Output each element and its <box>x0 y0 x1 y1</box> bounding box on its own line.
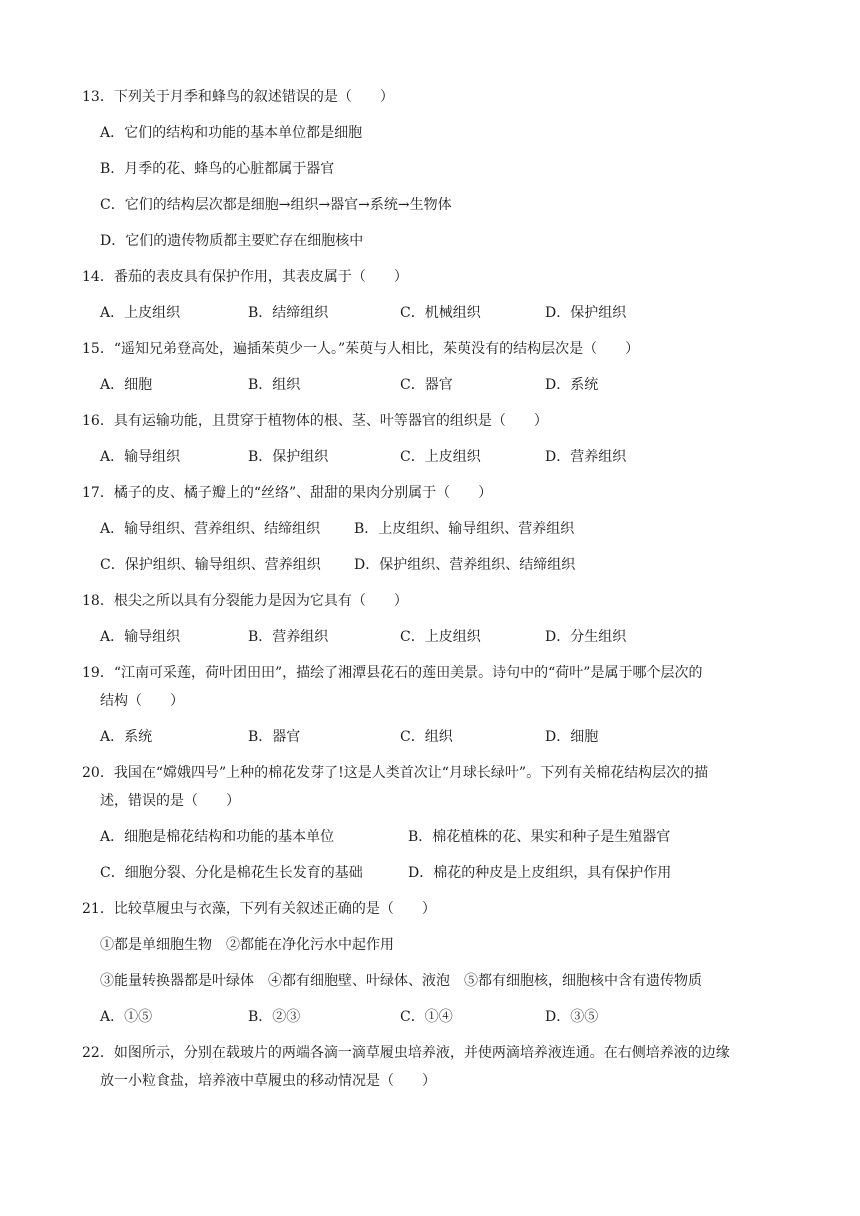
question-19-stem-line1: 19．“江南可采莲，荷叶团田田”，描绘了湘潭县花石的莲田美景。诗句中的“荷叶”是属于哪个层次的 <box>82 665 703 681</box>
question-19-option-c: C．组织 <box>400 729 453 745</box>
question-18-option-d: D．分生组织 <box>545 629 627 645</box>
question-19-stem-line2: 结构（ ） <box>100 693 184 709</box>
question-14-option-c: C．机械组织 <box>400 305 481 321</box>
question-17-option-b: B．上皮组织、输导组织、营养组织 <box>354 521 575 537</box>
question-18-option-a: A．输导组织 <box>100 629 181 645</box>
question-18-option-b: B．营养组织 <box>248 629 329 645</box>
question-18-option-c: C．上皮组织 <box>400 629 481 645</box>
question-16-option-b: B．保护组织 <box>248 449 329 465</box>
question-20-stem-line1: 20．我国在“嫦娥四号”上种的棉花发芽了!这是人类首次让“月球长绿叶”。下列有关棉花结构层次的描 <box>82 765 709 781</box>
question-15-option-c: C．器官 <box>400 377 453 393</box>
question-19-option-b: B．器官 <box>248 729 301 745</box>
question-13-option-d: D．它们的遗传物质都主要贮存在细胞核中 <box>100 233 364 249</box>
question-14-option-d: D．保护组织 <box>545 305 627 321</box>
question-20-option-d: D．棉花的种皮是上皮组织，具有保护作用 <box>408 865 672 881</box>
question-21-stem: 21．比较草履虫与衣藻，下列有关叙述正确的是（ ） <box>82 901 436 917</box>
question-13-option-b: B．月季的花、蜂鸟的心脏都属于器官 <box>100 161 335 177</box>
question-16-option-a: A．输导组织 <box>100 449 181 465</box>
question-15-stem: 15．“遥知兄弟登高处，遍插茱萸少一人。”茱萸与人相比，茱萸没有的结构层次是（ ） <box>82 341 640 357</box>
question-17-option-a: A．输导组织、营养组织、结缔组织 <box>100 521 321 537</box>
question-19-option-a: A．系统 <box>100 729 153 745</box>
question-13-option-a: A．它们的结构和功能的基本单位都是细胞 <box>100 125 363 141</box>
question-21-option-d: D．③⑤ <box>545 1009 599 1025</box>
question-13-option-c: C．它们的结构层次都是细胞→组织→器官→系统→生物体 <box>100 197 452 213</box>
question-14-stem: 14．番茄的表皮具有保护作用，其表皮属于（ ） <box>82 269 408 285</box>
question-15-option-d: D．系统 <box>545 377 599 393</box>
question-17-option-d: D．保护组织、营养组织、结缔组织 <box>354 557 576 573</box>
question-20-option-c: C．细胞分裂、分化是棉花生长发育的基础 <box>100 865 363 881</box>
question-16-option-d: D．营养组织 <box>545 449 627 465</box>
question-14-option-b: B．结缔组织 <box>248 305 329 321</box>
question-17-option-c: C．保护组织、输导组织、营养组织 <box>100 557 321 573</box>
question-13-stem: 13．下列关于月季和蜂鸟的叙述错误的是（ ） <box>82 89 394 105</box>
question-15-option-a: A．细胞 <box>100 377 153 393</box>
question-21-statements-line1: ①都是单细胞生物 ②都能在净化污水中起作用 <box>100 937 394 953</box>
question-21-option-a: A．①⑤ <box>100 1009 153 1025</box>
question-14-option-a: A．上皮组织 <box>100 305 181 321</box>
question-19-option-d: D．细胞 <box>545 729 599 745</box>
question-15-option-b: B．组织 <box>248 377 301 393</box>
question-16-option-c: C．上皮组织 <box>400 449 481 465</box>
question-20-stem-line2: 述，错误的是（ ） <box>100 793 240 809</box>
question-17-stem: 17．橘子的皮、橘子瓣上的“丝络”、甜甜的果肉分别属于（ ） <box>82 485 493 501</box>
question-20-option-b: B．棉花植株的花、果实和种子是生殖器官 <box>408 829 671 845</box>
question-18-stem: 18．根尖之所以具有分裂能力是因为它具有（ ） <box>82 593 408 609</box>
question-22-stem-line1: 22．如图所示，分别在载玻片的两端各滴一滴草履虫培养液，并使两滴培养液连通。在右侧培养液的边缘 <box>82 1045 730 1061</box>
question-21-option-b: B．②③ <box>248 1009 301 1025</box>
question-21-option-c: C．①④ <box>400 1009 453 1025</box>
question-22-stem-line2: 放一小粒食盐，培养液中草履虫的移动情况是（ ） <box>100 1073 436 1089</box>
question-20-option-a: A．细胞是棉花结构和功能的基本单位 <box>100 829 335 845</box>
question-21-statements-line2: ③能量转换器都是叶绿体 ④都有细胞壁、叶绿体、液泡 ⑤都有细胞核，细胞核中含有遗传物质 <box>100 973 702 989</box>
question-16-stem: 16．具有运输功能，且贯穿于植物体的根、茎、叶等器官的组织是（ ） <box>82 413 548 429</box>
